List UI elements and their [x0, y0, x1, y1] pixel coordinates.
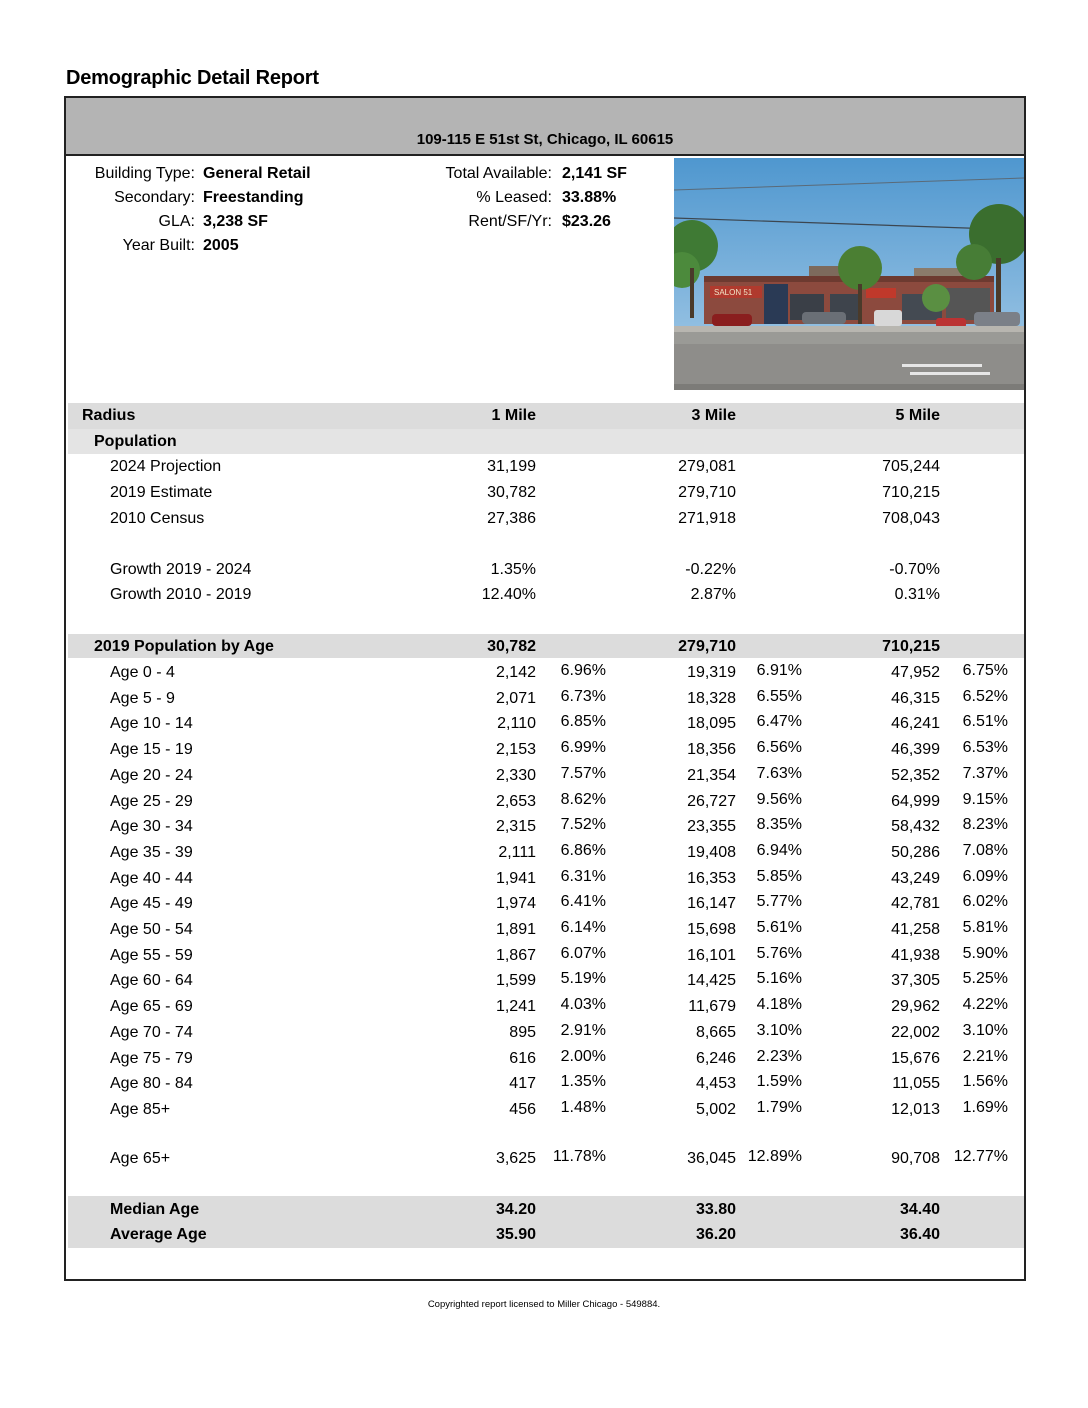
age-row-count: 1,867 [495, 946, 536, 964]
age-row-percent: 1.69% [962, 1098, 1008, 1116]
summary-value: 36.20 [695, 1226, 736, 1243]
age-row-percent: 6.53% [962, 739, 1008, 757]
age-row-count: 11,055 [892, 1075, 940, 1093]
age-row-count: 1,599 [495, 972, 536, 990]
property-photo [674, 158, 1024, 390]
age-row-percent: 6.14% [560, 919, 606, 936]
summary-value: 33.80 [695, 1201, 736, 1218]
info-label: GLA: [158, 213, 195, 230]
age-row-percent: 6.47% [756, 713, 802, 731]
age-row-count: 42,781 [891, 895, 940, 913]
age-row-count: 26,727 [687, 792, 736, 810]
info-label: Secondary: [114, 189, 195, 206]
age-65-plus-row-count: 36,045 [687, 1150, 736, 1167]
age-row-count: 417 [509, 1075, 536, 1093]
age-row-percent: 6.51% [962, 713, 1008, 731]
age-row-count: 64,999 [891, 792, 940, 810]
population-value: 279,710 [678, 484, 736, 501]
population-value: 271,918 [678, 510, 736, 527]
age-row-count: 18,328 [687, 689, 736, 707]
age-row-label: Age 45 - 49 [110, 895, 193, 913]
age-total-3-mile: 279,710 [678, 638, 736, 655]
age-row-percent: 6.55% [756, 687, 802, 705]
age-row-count: 41,938 [891, 946, 940, 964]
growth-value: 1.35% [490, 561, 536, 578]
population-value: 30,782 [487, 484, 536, 501]
age-row-percent: 9.15% [962, 790, 1008, 808]
age-row-label: Age 35 - 39 [110, 843, 193, 861]
age-row-percent: 6.96% [560, 662, 606, 679]
copyright-footer: Copyrighted report licensed to Miller Chicago - 549884. [427, 1299, 661, 1310]
age-row-percent: 6.85% [560, 713, 606, 731]
age-row-percent: 7.63% [756, 764, 802, 782]
info-value: 3,238 SF [203, 213, 268, 230]
age-row-percent: 2.21% [962, 1047, 1008, 1065]
info-label: Building Type: [94, 165, 195, 182]
age-row-label: Age 55 - 59 [110, 946, 193, 964]
age-row-percent: 4.03% [560, 996, 606, 1014]
report-title: Demographic Detail Report [66, 67, 319, 89]
age-row-count: 2,653 [495, 792, 536, 810]
info-label: Rent/SF/Yr: [468, 213, 552, 230]
age-row-percent: 6.52% [962, 687, 1008, 705]
summary-row-label: Median Age [110, 1201, 200, 1218]
age-65-plus-row-percent: 11.78% [552, 1148, 606, 1165]
population-value: 705,244 [882, 458, 940, 475]
info-value: 2,141 SF [562, 165, 627, 182]
age-row-count: 15,676 [891, 1049, 940, 1067]
age-row-count: 2,111 [498, 843, 536, 861]
population-section-label: Population [94, 433, 177, 450]
growth-value: 12.40% [481, 586, 536, 603]
summary-value: 35.90 [495, 1226, 536, 1243]
age-row-label: Age 30 - 34 [110, 818, 193, 836]
age-row-count: 2,330 [495, 766, 536, 784]
age-row-count: 29,962 [891, 998, 940, 1016]
age-row-count: 1,241 [495, 998, 536, 1016]
population-value: 27,386 [487, 510, 536, 527]
age-row-count: 16,353 [687, 869, 736, 887]
population-value: 710,215 [882, 484, 940, 501]
age-row-count: 47,952 [891, 664, 940, 681]
storefront-sign: SALON 51 [714, 288, 753, 297]
age-row-percent: 6.94% [756, 841, 802, 859]
age-row-percent: 6.56% [756, 739, 802, 757]
info-value: 2005 [203, 237, 239, 254]
age-row-label: Age 85+ [110, 1100, 171, 1118]
age-row-percent: 6.09% [962, 867, 1008, 885]
info-rent [406, 211, 666, 233]
age-row-label: Age 65 - 69 [110, 998, 193, 1016]
age-row-percent: 3.10% [962, 1021, 1008, 1039]
population-section-band [68, 429, 1024, 454]
age-row-percent: 5.61% [756, 919, 802, 936]
age-row-count: 2,071 [495, 689, 536, 707]
info-gla [66, 211, 426, 233]
age-row-count: 4,453 [695, 1075, 736, 1093]
age-row-percent: 5.77% [756, 893, 802, 911]
age-row-count: 1,974 [495, 895, 536, 913]
info-value: General Retail [203, 165, 311, 182]
age-65-plus-row-count: 3,625 [495, 1150, 536, 1167]
growth-value: -0.70% [889, 561, 940, 578]
info-building-type [66, 163, 426, 185]
age-row-percent: 6.86% [560, 841, 606, 859]
growth-value: 2.87% [690, 586, 736, 603]
age-row-count: 52,352 [891, 766, 940, 784]
age-row-label: Age 75 - 79 [110, 1049, 193, 1067]
age-row-count: 46,241 [891, 715, 940, 733]
age-row-percent: 2.91% [560, 1021, 606, 1039]
age-row-percent: 9.56% [756, 790, 802, 808]
age-row-percent: 8.35% [756, 816, 802, 834]
age-row-count: 22,002 [891, 1023, 940, 1041]
age-row-percent: 7.08% [962, 841, 1008, 859]
info-label: Total Available: [445, 165, 552, 182]
age-row-label: Age 60 - 64 [110, 972, 193, 990]
population-row-label: 2010 Census [110, 510, 205, 527]
age-row-count: 8,665 [695, 1023, 736, 1041]
info-value: 33.88% [562, 189, 617, 206]
age-row-percent: 1.59% [756, 1073, 802, 1091]
age-row-percent: 7.52% [560, 816, 606, 834]
age-row-count: 46,399 [891, 741, 940, 759]
age-row-count: 43,249 [891, 869, 940, 887]
age-row-percent: 1.56% [962, 1073, 1008, 1091]
age-row-count: 5,002 [695, 1100, 736, 1118]
age-row-label: Age 70 - 74 [110, 1023, 193, 1041]
info-value: $23.26 [562, 213, 611, 230]
age-row-count: 58,432 [891, 818, 940, 836]
age-row-count: 18,095 [687, 715, 736, 733]
age-row-percent: 3.10% [756, 1021, 802, 1039]
age-row-percent: 6.41% [560, 893, 606, 911]
age-65-plus-row-percent: 12.89% [747, 1148, 802, 1165]
age-row-percent: 5.81% [962, 919, 1008, 936]
age-row-count: 41,258 [891, 921, 940, 938]
age-row-label: Age 15 - 19 [110, 741, 193, 759]
age-row-count: 16,147 [687, 895, 736, 913]
radius-3-mile: 3 Mile [691, 407, 736, 424]
age-row-label: Age 0 - 4 [110, 664, 175, 681]
age-row-count: 12,013 [891, 1100, 940, 1118]
age-row-count: 14,425 [687, 972, 736, 990]
age-row-percent: 4.22% [962, 996, 1008, 1014]
age-row-count: 37,305 [891, 972, 940, 990]
population-value: 708,043 [882, 510, 940, 527]
age-row-percent: 8.23% [962, 816, 1008, 834]
summary-value: 34.40 [899, 1201, 940, 1218]
age-row-percent: 6.75% [962, 662, 1008, 679]
age-row-count: 456 [509, 1100, 536, 1118]
age-row-percent: 6.02% [962, 893, 1008, 911]
population-row-label: 2024 Projection [110, 458, 222, 475]
property-address: 109-115 E 51st St, Chicago, IL 60615 [416, 131, 674, 148]
age-row-percent: 6.73% [560, 687, 606, 705]
age-row-label: Age 40 - 44 [110, 869, 193, 887]
age-row-percent: 4.18% [756, 996, 802, 1014]
age-row-percent: 5.85% [756, 867, 802, 885]
age-row-percent: 7.57% [560, 764, 606, 782]
age-row-percent: 1.79% [756, 1098, 802, 1116]
report-frame [64, 96, 1026, 1281]
age-total-1-mile: 30,782 [487, 638, 536, 655]
age-section-label: 2019 Population by Age [94, 638, 274, 655]
age-row-count: 19,408 [687, 843, 736, 861]
age-row-count: 616 [509, 1049, 536, 1067]
info-label: Year Built: [122, 237, 195, 254]
population-value: 279,081 [678, 458, 736, 475]
age-row-count: 50,286 [891, 843, 940, 861]
age-row-percent: 8.62% [560, 790, 606, 808]
age-row-count: 11,679 [688, 998, 736, 1016]
age-row-percent: 5.90% [962, 944, 1008, 962]
age-65-plus-row-percent: 12.77% [953, 1148, 1008, 1165]
age-row-percent: 5.25% [962, 970, 1008, 988]
address-bar [66, 98, 1024, 156]
storefront-image [674, 158, 1024, 390]
age-row-percent: 7.37% [962, 764, 1008, 782]
age-row-label: Age 50 - 54 [110, 921, 193, 938]
age-row-label: Age 80 - 84 [110, 1075, 193, 1093]
info-year-built [66, 235, 426, 257]
growth-row-label: Growth 2019 - 2024 [110, 561, 252, 578]
age-65-plus-row-count: 90,708 [891, 1150, 940, 1167]
summary-value: 36.40 [899, 1226, 940, 1243]
age-row-count: 1,941 [495, 869, 536, 887]
age-row-count: 2,315 [495, 818, 536, 836]
age-65-plus-row-label: Age 65+ [110, 1150, 171, 1167]
age-row-percent: 1.48% [560, 1098, 606, 1116]
age-row-count: 2,142 [495, 664, 536, 681]
age-row-percent: 6.31% [560, 867, 606, 885]
age-row-percent: 5.16% [756, 970, 802, 988]
info-total-available [406, 163, 666, 185]
info-leased [406, 187, 666, 209]
info-value: Freestanding [203, 189, 304, 206]
age-row-count: 18,356 [687, 741, 736, 759]
age-row-label: Age 20 - 24 [110, 766, 193, 784]
age-row-label: Age 25 - 29 [110, 792, 193, 810]
age-row-percent: 5.76% [756, 944, 802, 962]
age-row-percent: 1.35% [560, 1073, 606, 1091]
radius-label: Radius [82, 407, 136, 424]
age-row-count: 15,698 [687, 921, 736, 938]
age-row-percent: 6.91% [756, 662, 802, 679]
age-row-count: 895 [509, 1023, 536, 1041]
age-row-count: 23,355 [687, 818, 736, 836]
age-row-percent: 5.19% [560, 970, 606, 988]
summary-value: 34.20 [495, 1201, 536, 1218]
age-row-percent: 6.99% [560, 739, 606, 757]
age-row-count: 2,110 [497, 715, 536, 733]
age-row-count: 16,101 [687, 946, 736, 964]
summary-row-label: Average Age [110, 1226, 207, 1243]
growth-row-label: Growth 2010 - 2019 [110, 586, 252, 603]
growth-value: -0.22% [685, 561, 736, 578]
info-label: % Leased: [476, 189, 552, 206]
age-row-count: 19,319 [687, 664, 736, 681]
age-row-count: 6,246 [695, 1049, 736, 1067]
age-row-count: 46,315 [891, 689, 940, 707]
age-row-count: 21,354 [687, 766, 736, 784]
info-secondary [66, 187, 426, 209]
radius-1-mile: 1 Mile [491, 407, 536, 424]
growth-value: 0.31% [894, 586, 940, 603]
population-value: 31,199 [487, 458, 536, 475]
age-row-percent: 6.07% [560, 944, 606, 962]
age-total-5-mile: 710,215 [882, 638, 940, 655]
population-row-label: 2019 Estimate [110, 484, 213, 501]
radius-5-mile: 5 Mile [895, 407, 940, 424]
age-row-count: 2,153 [495, 741, 536, 759]
age-row-label: Age 5 - 9 [110, 689, 175, 707]
age-row-percent: 2.00% [560, 1047, 606, 1065]
age-row-count: 1,891 [495, 921, 536, 938]
age-row-percent: 2.23% [756, 1047, 802, 1065]
age-row-label: Age 10 - 14 [110, 715, 193, 733]
